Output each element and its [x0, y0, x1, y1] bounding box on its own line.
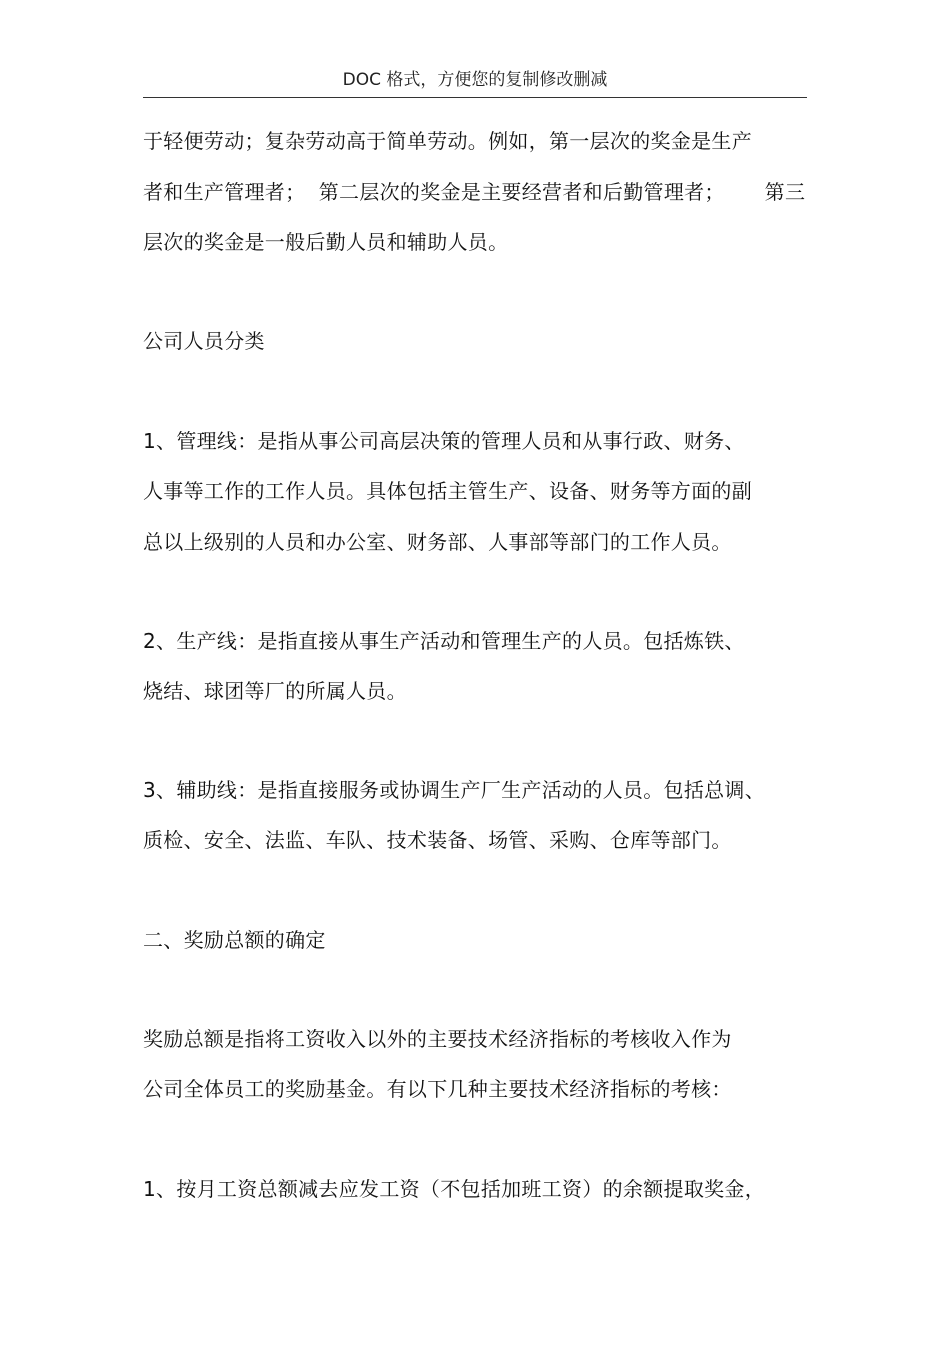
paragraph-line: 层次的奖金是一般后勤人员和辅助人员。	[143, 230, 509, 254]
page-header: DOC 格式，方便您的复制修改删减	[342, 70, 608, 90]
list-item-line: 烧结、球团等厂的所属人员。	[143, 679, 407, 703]
list-item-line: 总以上级别的人员和办公室、财务部、人事部等部门的工作人员。	[143, 530, 732, 554]
list-item-line: 3、辅助线：是指直接服务或协调生产厂生产活动的人员。包括总调、	[143, 778, 766, 802]
paragraph-line: 公司全体员工的奖励基金。有以下几种主要技术经济指标的考核：	[143, 1077, 732, 1101]
header-divider	[143, 97, 807, 98]
paragraph-line: 于轻便劳动；复杂劳动高于简单劳动。例如，第一层次的奖金是生产	[143, 129, 752, 153]
list-item-line: 1、按月工资总额减去应发工资（不包括加班工资）的余额提取奖金，	[143, 1177, 766, 1201]
list-item-line: 人事等工作的工作人员。具体包括主管生产、设备、财务等方面的副	[143, 479, 752, 503]
list-item-line: 质检、安全、法监、车队、技术装备、场管、采购、仓库等部门。	[143, 828, 732, 852]
section-heading: 公司人员分类	[143, 329, 265, 353]
list-item-line: 1、管理线：是指从事公司高层决策的管理人员和从事行政、财务、	[143, 429, 745, 453]
list-item-line: 2、生产线：是指直接从事生产活动和管理生产的人员。包括炼铁、	[143, 629, 745, 653]
section-heading: 二、奖励总额的确定	[143, 928, 326, 952]
paragraph-line: 奖励总额是指将工资收入以外的主要技术经济指标的考核收入作为	[143, 1027, 732, 1051]
paragraph-line: 者和生产管理者； 第二层次的奖金是主要经营者和后勤管理者； 第三	[143, 180, 806, 204]
